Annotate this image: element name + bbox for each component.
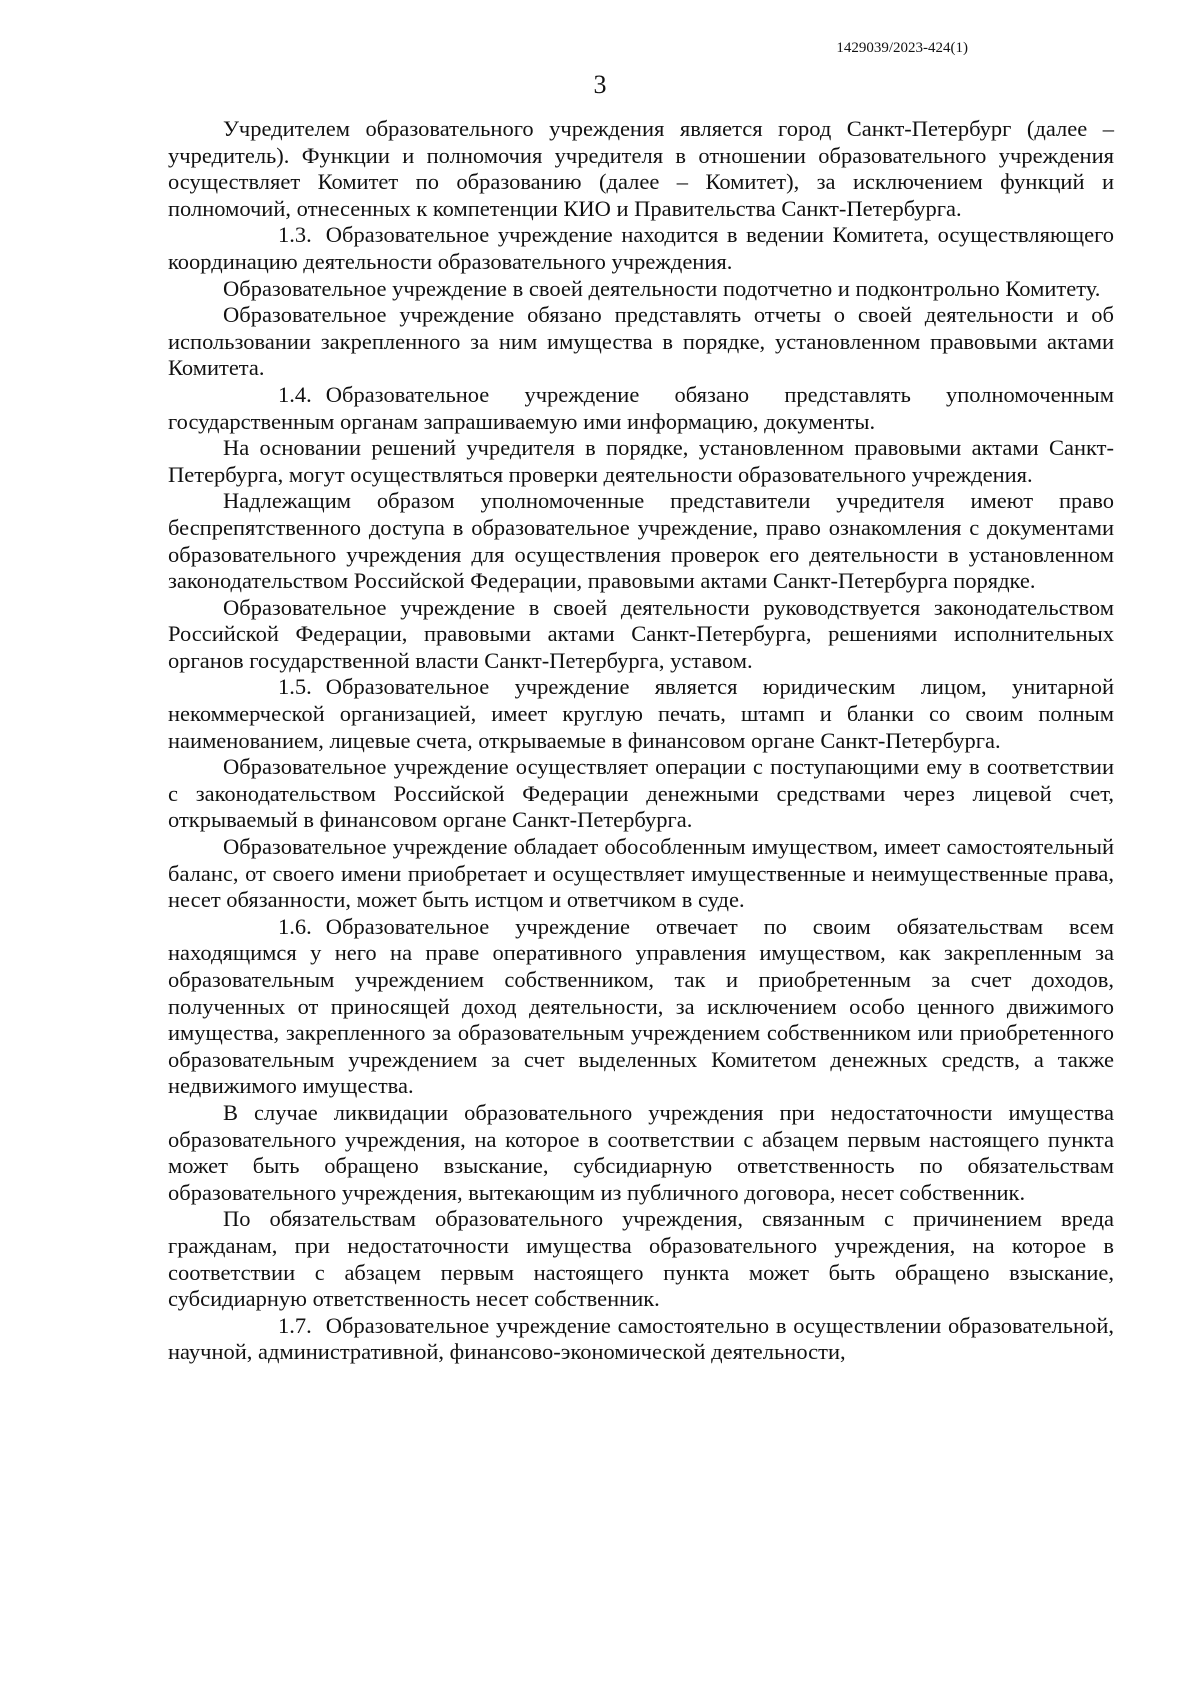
paragraph-text: Образовательное учреждение самостоятельно в осуществлении образовательной, научной, административной, финансово-экономической деятельности, — [168, 1312, 1114, 1365]
paragraph-text: Образовательное учреждение обладает обособленным имуществом, имеет самостоятельный баланс, от своего имени приобретает и осуществляет имущественные и неимущественные права, несет обязанности, может быть истцом и ответчиком в суде. — [168, 834, 1114, 913]
page-number: 3 — [593, 70, 607, 99]
paragraph-text: Образовательное учреждение находится в ведении Комитета, осуществляющего координацию деятельности образовательного учреждения. — [168, 222, 1114, 274]
paragraph-text: Образовательное учреждение в своей деятельности руководствуется законодательством Российской Федерации, правовыми актами Санкт-Петербурга, решениями исполнительных органов государственной власти Санкт-Петербурга, уставом. — [168, 594, 1114, 673]
paragraph — [168, 674, 1114, 754]
paragraph-text: Надлежащим образом уполномоченные представители учредителя имеют право беспрепятственного доступа в образовательное учреждение, право ознакомления с документами образовательного учреждения для осуществления проверок его деятельности в установленном законодательством Российской Федерации, правовыми актами Санкт-Петербурга порядке. — [168, 488, 1114, 594]
paragraph-text: В случае ликвидации образовательного учреждения при недостаточности имущества образовательного учреждения, на которое в соответствии с абзацем первым настоящего пункта может быть обращено взыскание, субсидиарную ответственность по обязательствам образовательного учреждения, вытекающим из публичного договора, несет собственник. — [168, 1099, 1114, 1205]
paragraph-text: Образовательное учреждение является юридическим лицом, унитарной некоммерческой организацией, имеет круглую печать, штамп и бланки со своим полным наименованием, лицевые счета, открываемые в финансовом органе Санкт-Петербурга. — [168, 674, 1114, 753]
clause-number: 1.7. — [278, 1312, 312, 1338]
paragraph — [168, 1206, 1114, 1312]
paragraph-text: Учредителем образовательного учреждения является город Санкт-Петербург (далее – учредитель). Функции и полномочия учредителя в отношении образовательного учреждения осуществляет Комитет по образованию (далее – Комитет), за исключением функций и полномочий, отнесенных к компетенции КИО и Правительства Санкт-Петербурга. — [168, 116, 1114, 221]
paragraph — [168, 488, 1114, 594]
paragraph — [168, 1313, 1114, 1366]
paragraph — [168, 754, 1114, 834]
paragraph — [168, 222, 1114, 275]
paragraph — [168, 302, 1114, 382]
paragraph — [168, 1100, 1114, 1206]
paragraph-text: Образовательное учреждение обязано представлять уполномоченным государственным органам запрашиваемую ими информацию, документы. — [168, 381, 1114, 434]
document-number: 1429039/2023-424(1) — [836, 40, 968, 56]
paragraph-text: Образовательное учреждение осуществляет операции с поступающими ему в соответствии с законодательством Российской Федерации денежными средствами через лицевой счет, открываемый в финансовом органе Санкт-Петербурга. — [168, 754, 1114, 833]
paragraph-text: По обязательствам образовательного учреждения, связанным с причинением вреда гражданам, при недостаточности имущества образовательного учреждения, на которое в соответствии с абзацем первым настоящего пункта может быть обращено взыскание, субсидиарную ответственность несет собственник. — [168, 1206, 1114, 1312]
clause-number: 1.3. — [278, 222, 312, 248]
paragraph — [168, 595, 1114, 675]
clause-number: 1.4. — [278, 381, 312, 407]
paragraph — [168, 914, 1114, 1100]
clause-number: 1.5. — [278, 674, 312, 700]
clause-number: 1.6. — [278, 913, 312, 939]
paragraph-text: Образовательное учреждение обязано представлять отчеты о своей деятельности и об использовании закрепленного за ним имущества в порядке, установленном правовыми актами Комитета. — [168, 302, 1114, 381]
paragraph-text: Образовательное учреждение отвечает по своим обязательствам всем находящимся у него на праве оперативного управления имуществом, как закрепленным за образовательным учреждением собственником, так и приобретенным за счет доходов, полученных от приносящей доход деятельности, за исключением особо ценного движимого имущества, закрепленного за образовательным учреждением собственником или приобретенного образовательным учреждением за счет выделенных Комитетом денежных средств, а также недвижимого имущества. — [168, 913, 1114, 1099]
paragraph — [168, 382, 1114, 435]
paragraph-text: На основании решений учредителя в порядке, установленном правовыми актами Санкт-Петербурга, могут осуществляться проверки деятельности образовательного учреждения. — [168, 435, 1114, 487]
document-body — [168, 116, 1114, 1366]
paragraph — [168, 435, 1114, 488]
paragraph — [168, 116, 1114, 222]
paragraph — [168, 834, 1114, 914]
paragraph-text: Образовательное учреждение в своей деятельности подотчетно и подконтрольно Комитету. — [223, 275, 1101, 301]
paragraph — [168, 276, 1114, 303]
